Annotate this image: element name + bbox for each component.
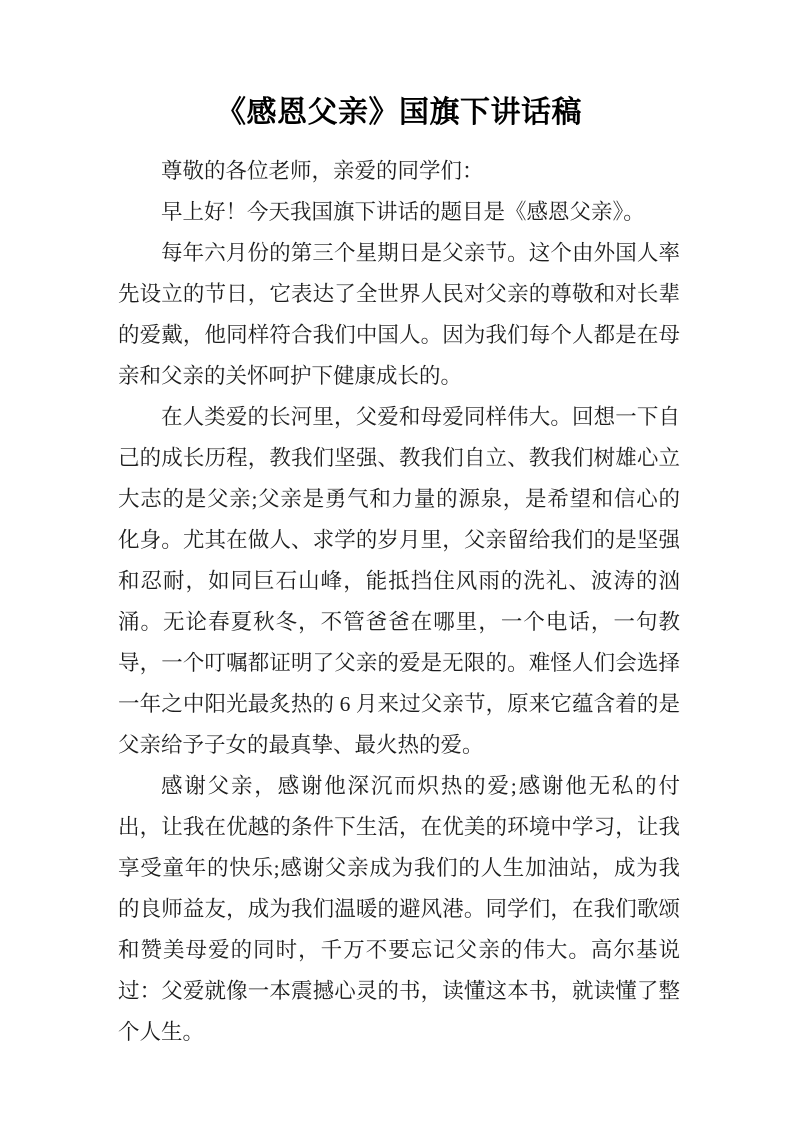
paragraph-greeting: 早上好！今天我国旗下讲话的题目是《感恩父亲》。 — [161, 200, 645, 224]
paragraph-fathers-day-intro: 每年六月份的第三个星期日是父亲节。这个由外国人率先设立的节日，它表达了全世界人民对父亲的尊敬和对长辈的爱戴，他同样符合我们中国人。因为我们每个人都是在母亲和父亲的关怀呵护下健康成长的。 — [118, 241, 680, 388]
document-content — [118, 90, 680, 1053]
paragraph-fathers-love: 在人类爱的长河里，父爱和母爱同样伟大。回想一下自己的成长历程，教我们坚强、教我们自立、教我们树雄心立大志的是父亲;父亲是勇气和力量的源泉，是希望和信心的化身。尤其在做人、求学的岁月里，父亲留给我们的是坚强和忍耐，如同巨石山峰，能抵挡住风雨的洗礼、波涛的汹涌。无论春夏秋冬，不管爸爸在哪里，一个电话，一句教导，一个叮嘱都证明了父亲的爱是无限的。难怪人们会选择一年之中阳光最炙热的 6 月来过父亲节，原来它蕴含着的是父亲给予子女的最真挚、最火热的爱。 — [118, 405, 680, 757]
paragraph-gratitude-conclusion: 感谢父亲，感谢他深沉而炽热的爱;感谢他无私的付出，让我在优越的条件下生活，在优美的环境中学习，让我享受童年的快乐;感谢父亲成为我们的人生加油站，成为我的良师益友，成为我们温暖的避风港。同学们，在我们歌颂和赞美母爱的同时，千万不要忘记父亲的伟大。高尔基说过：父爱就像一本震撼心灵的书，读懂这本书，就读懂了整个人生。 — [118, 774, 680, 1044]
document-title: 《感恩父亲》国旗下讲话稿 — [216, 96, 582, 129]
paragraph-salutation: 尊敬的各位老师，亲爱的同学们： — [161, 159, 484, 183]
